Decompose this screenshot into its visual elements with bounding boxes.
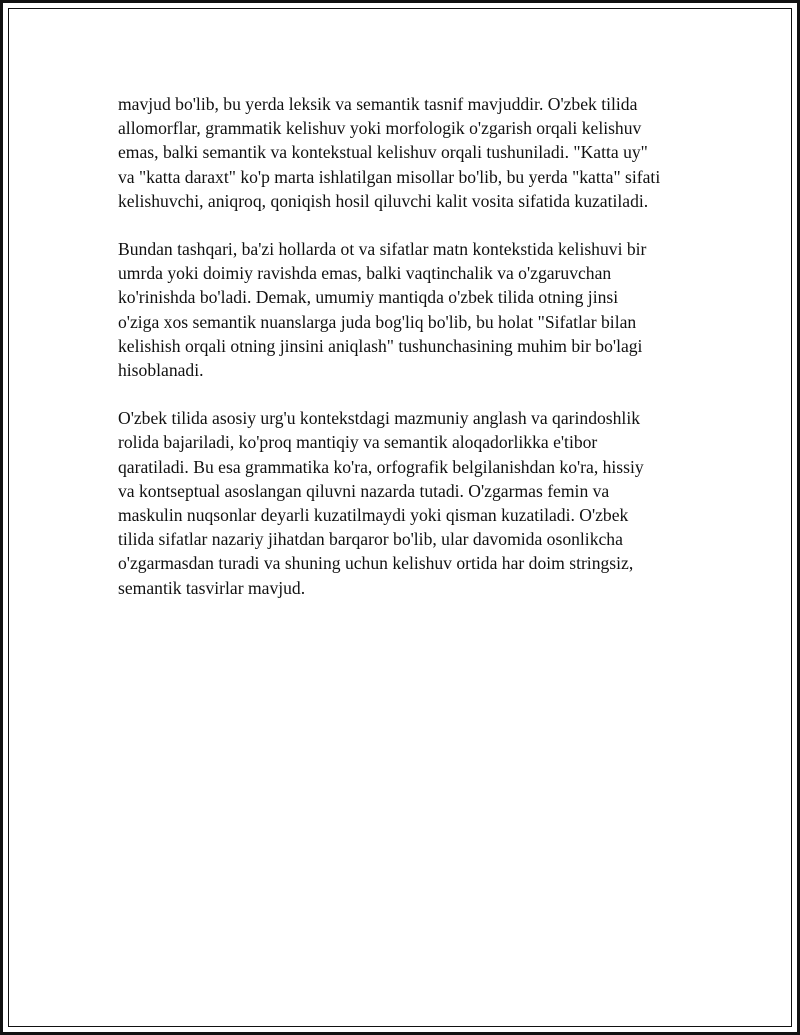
paragraph-2: Bundan tashqari, ba'zi hollarda ot va sifatlar matn kontekstida kelishuvi bir umrda yoki doimiy ravishda emas, balki vaqtinchalik va o'zgaruvchan ko'rinishda bo'ladi. Demak, umumiy mantiqda o'zbek tilida otning jinsi o'ziga xos semantik nuanslarga juda bog'liq bo'lib, bu holat "Sifatlar bilan kelishish orqali otning jinsini aniqlash" tushunchasining muhim bir bo'lagi hisoblanadi.: [118, 239, 647, 381]
paragraph-1: mavjud bo'lib, bu yerda leksik va semantik tasnif mavjuddir. O'zbek tilida allomorflar, grammatik kelishuv yoki morfologik o'zgarish orqali kelishuv emas, balki semantik va kontekstual kelishuv orqali tushuniladi. "Katta uy" va "katta daraxt" ko'p marta ishlatilgan misollar bo'lib, bu yerda "katta" sifati kelishuvchi, aniqroq, qoniqish hosil qiluvchi kalit vosita sifatida kuzatiladi.: [118, 94, 661, 211]
page-body: [118, 92, 693, 624]
paragraph-3: O'zbek tilida asosiy urg'u kontekstdagi mazmuniy anglash va qarindoshlik rolida bajariladi, ko'proq mantiqiy va semantik aloqadorlikka e'tibor qaratiladi. Bu esa grammatika ko'ra, orfografik belgilanishdan ko'ra, hissiy va kontseptual asoslangan qiluvni nazarda tutadi. O'zgarmas femin va maskulin nuqsonlar deyarli kuzatilmaydi yoki qisman kuzatiladi. O'zbek tilida sifatlar nazariy jihatdan barqaror bo'lib, ular davomida osonlikcha o'zgarmasdan turadi va shuning uchun kelishuv ortida har doim stringsiz, semantik tasvirlar mavjud.: [118, 408, 644, 598]
